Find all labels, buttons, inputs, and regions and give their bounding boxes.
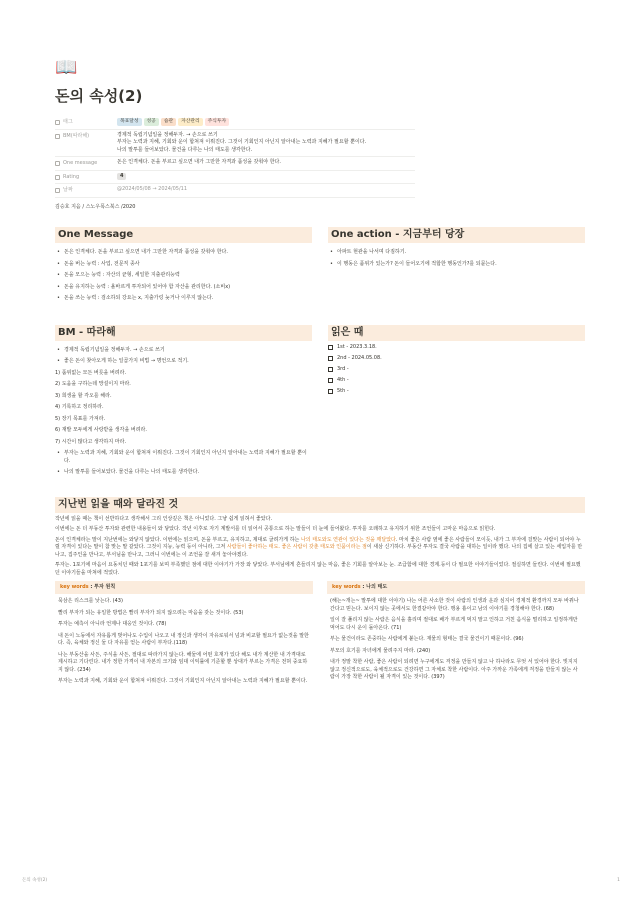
bm-list-top <box>55 347 312 366</box>
list-item: • 경제적 독립기념일을 정해두자. → 손으로 쓰기 <box>55 347 312 355</box>
list-item: 2) 도움을 구하는데 망설이지 마라. <box>55 381 131 387</box>
highlight: 사람들이 좋아하는 태도. 좋은 사람이 갖춘 태도와 인품이라는 점 <box>226 544 367 550</box>
section-heading: 읽은 때 <box>328 325 585 341</box>
page-number: 1 <box>617 878 620 883</box>
list-item: 6) 재발 모두에게 사랑받을 생각을 버려라. <box>55 427 147 433</box>
list-item: 7) 시간이 많다고 생각하지 마라. <box>55 438 127 445</box>
checkbox[interactable] <box>328 367 333 372</box>
paragraph: 작년에 읽을 때는 책이 선반하다고 생각해서 그리 인상깊은 책은 아니었다. 그냥 쉽게 읽혀서 좋았다. <box>55 515 273 522</box>
property-key: Rating <box>55 173 117 182</box>
list-item: • 나의 말투를 들어보았다. 물건을 다루는 나의 태도를 생각한다. <box>55 469 312 477</box>
list-item: 3) 희생을 할 각오를 해라. <box>55 392 112 399</box>
row-one <box>55 227 585 307</box>
list-item: • 좋은 돈이 찾아오게 하는 일곱가지 비법 → 명언으로 적기. <box>55 358 312 366</box>
section-heading: One action - 지금부터 당장 <box>328 227 585 243</box>
quote: 부자는 노력과 지혜, 기회와 운이 합쳐져 이뤄진다. 그것이 기회인지 아닌지 알아내는 노력과 지혜가 필요할 뿐이다. <box>58 678 308 684</box>
quote: (해는~개는~ 말투에 대한 이야기) 나는 어른 사소한 것이 사람의 인생과 운과 심지어 경제적 환경까지 모두 바꿔나간다고 믿는다. 보이지 않는 곳에서도 한결같아야 한다. 맹용 흉이고 남의 이야기를 경청해야 한다. (68) <box>330 598 579 612</box>
todo-item[interactable]: 2nd - 2024.05.08. <box>328 355 585 363</box>
quote: 나는 부동산을 사든, 주식을 사든, 절대로 따라가지 않는다. 해둘에 어떤 호재가 있다 해도 내가 계산한 내 가격대로 제시하고 기다린다. 내가 정한 가격이 내 자본의 크기와 임대 이익률에 기준할 뿐 상대가 부르는 가격은 전혀 중요하지 않다. (234) <box>58 651 308 673</box>
list-item: • 돈을 모으는 능력 : 자산의 균형, 세일한 지출관리능력 <box>55 272 312 280</box>
property-row-date <box>55 184 415 198</box>
bm-numbered-list <box>55 370 312 447</box>
tags-value[interactable] <box>117 118 415 126</box>
paragraph: 이번에는 돈 더 부동산 투자와 관련한 내용들이 와 닿았다. 작년 이후로 자기 계발서를 더 읽어서 공통으로 하는 말들이 더 눈에 들어왔다. 투자를 오래하고 유지하기 위한 조언들이 고마운 마음으로 읽힌다. <box>55 526 496 532</box>
diff-section <box>55 497 585 578</box>
section-heading: 지난번 읽을 때와 달라진 것 <box>55 497 585 513</box>
checkbox[interactable] <box>328 356 333 361</box>
list-item: • 부자는 노력과 지혜, 기회와 운이 합쳐져 이뤄진다. 그것이 기회인지 아닌지 알아내는 노력과 지혜가 필요할 뿐이다. <box>55 450 312 465</box>
keywords-body <box>55 594 313 694</box>
list-item: • 돈을 버는 능력 : 사업, 전문직 종사 <box>55 261 312 269</box>
quote: 빨리 부자가 되는 유일한 방법은 빨리 부자가 되지 않으려는 마음을 갖는 것이다. (53) <box>58 609 244 616</box>
paragraph: 투자는. 1포기에 마음이 요동치던 때와 1포기를 보며 부족했던 점에 대한 이야기가 가장 와 닿았다. 부서님에게 흔들리지 않는 마음, 좋은 기회를 알아보는 눈. 조급함에 대한 경계.등이 다 필요한 이야기들이었다. 절실하면 들린다. 이번에 필요했던 이야기들을 마쳐에 적었다. <box>55 562 581 576</box>
paragraph: 돈이 인격체라는 말이 지난번에는 와닿지 않았다. 이번에는 읽으며, 돈을 부르고, 유지하고, 제대로 굴려가게 하는 나의 태도와도 연관이 있다는 것을 깨달았다. 마치 좋은 사람 옆에 좋은 사람들이 모이듯, 내가 그 부자에 걸맞는 사람이 되어야 누릴 자격이 있다는 말이 참 맞는 말 같았다. 그것이 지능, 능력 등이 아니라, 그저 사람들이 좋아하는 태도. 좋은 사람이 갖춘 태도와 인품이라는 점이 새삼 신기하다. 부동산 투자도 결국 사람을 대하는 일이라 했다. 나의 집에 살고 있는 세입자를 만나고, 집주인을 만나고, 부서님을 만나고, 그러니 이번에는 이 조언을 잘 새겨 놓아야겠다. <box>55 536 583 558</box>
text-icon <box>55 134 60 139</box>
property-row-rating <box>55 171 415 185</box>
byline: 김승호 지음 / 스노우폭스북스 /2020 <box>55 203 136 210</box>
todo-item[interactable]: 1st - 2023.3.18. <box>328 344 585 352</box>
checkbox[interactable] <box>328 378 333 383</box>
property-row-tags <box>55 116 415 130</box>
page-title: 돈의 속성(2) <box>55 87 143 105</box>
page <box>55 58 585 694</box>
bm-list-bottom <box>55 450 312 477</box>
todo-list <box>328 344 585 396</box>
tag[interactable]: 목표달성 <box>117 118 142 126</box>
one-message-value[interactable]: 돈은 인격체다. 돈을 부르고 싶으면 내가 그만한 자격과 품성을 갖춰야 한다. <box>117 159 281 165</box>
select-icon <box>55 175 60 180</box>
todo-item[interactable]: 5th - <box>328 388 585 396</box>
one-message-list <box>55 249 312 303</box>
one-message-section <box>55 227 312 307</box>
footer-title: 돈의 속성(2) <box>22 878 48 883</box>
list-item: • 아파트 현관을 나서며 다짐하기. <box>328 249 585 257</box>
keywords-left <box>55 581 313 694</box>
quote: 내가 정말 착한 사람, 좋은 사람이 되려면 누구에게도 걱정을 만들지 않고 나 하나라도 무엇 서 있어야 한다. 빚지지 않고 정신적으로도, 육체적으로도 건강하면 그 자체로 착한 사람이다. 아주 가까운 가족에게 걱정을 만들지 않는 사람이 가장 착한 사람이 될 자격이 있는 것이다. (397) <box>330 659 578 680</box>
text-icon <box>55 161 60 166</box>
property-key: BM(따라해) <box>55 132 117 141</box>
property-key: One message <box>55 159 117 168</box>
checkbox[interactable] <box>328 345 333 350</box>
list-icon <box>55 120 60 125</box>
todo-item[interactable]: 3rd - <box>328 366 585 374</box>
list-item: • 돈을 유지하는 능력 : 올바르게 투자되어 있어야 함 자산을 관리한다. (소비x) <box>55 284 312 292</box>
quote: 일이 잘 풀리지 않는 사람은 음식을 흘리며 절대로 배가 부르게 먹지 말고 인하고 거친 음식을 멀리하고 일정하게만 먹어도 다시 운이 돌아온다. (71) <box>330 617 578 631</box>
book-icon: 📖 <box>55 57 78 78</box>
list-item: 4) 기록하고 정리하라. <box>55 404 104 410</box>
read-dates-section <box>328 325 585 481</box>
keywords-right <box>327 581 585 694</box>
section-heading: BM - 따라해 <box>55 325 312 341</box>
tag[interactable]: 주식투자 <box>205 118 230 126</box>
property-key: 태그 <box>55 118 117 127</box>
bm-section <box>55 325 312 481</box>
quote: 부는 물건이라도 존중하는 사람에게 붙는다. 재물의 형태는 결국 물건이기 때문이다. (96) <box>330 636 524 642</box>
row-two <box>55 325 585 481</box>
one-action-section <box>328 227 585 307</box>
page-footer <box>22 878 620 885</box>
property-key: 날짜 <box>55 186 117 195</box>
quote: 부모의 호기를 자녀에게 물려주지 마라. (240) <box>330 647 431 654</box>
property-row-bm <box>55 130 415 158</box>
section-heading: One Message <box>55 227 312 243</box>
keywords-header: key words : 투자 원칙 <box>55 581 313 594</box>
rating-badge: 4 <box>117 173 126 181</box>
keywords-header: key words : 나의 태도 <box>327 581 585 594</box>
one-action-list <box>328 249 585 268</box>
property-row-one-message <box>55 157 415 171</box>
quote: 묵삼은 리스크를 낮는다. (43) <box>58 598 123 604</box>
keywords-row <box>55 581 585 694</box>
list-item: 1) 품위없는 모든 버릇을 버려라. <box>55 369 127 376</box>
tag[interactable]: 습관 <box>161 118 176 126</box>
quote: 내 돈이 노동에서 자유롭게 벗어나도 수입이 나오고 내 정신과 생각이 자유로워서 넘과 비교할 필요가 없는것을 말한다. 즉, 육체와 정신 둘 다 자유를 얻는 사람이 부자다.(118) <box>58 632 309 646</box>
tag[interactable]: 성공 <box>144 118 159 126</box>
quote: 투자는 예측이 아니라 언제나 대응인 것이다. (78) <box>58 621 167 627</box>
list-item: • 돈은 인격체다. 돈을 부르고 싶으면 내가 그만한 자격과 품성을 갖춰야 한다. <box>55 249 312 257</box>
highlight: 나의 태도와도 연관이 있다는 것을 깨달았다 <box>300 536 396 543</box>
list-item: 5) 장기 목표를 가져라. <box>55 415 106 422</box>
calendar-icon <box>55 188 60 193</box>
todo-item[interactable]: 4th - <box>328 377 585 385</box>
bm-value[interactable]: 경제적 독립기념일을 정해두자. → 손으로 쓰기 부자는 노력과 지혜, 기회와 운이 합쳐져 이뤄진다. 그것이 기회인지 아닌지 알아내는 노력과 지혜가 필요할 뿐이다. 나의 말투를 들어보았다. 물건을 다루는 나의 태도를 생각한다. <box>117 131 367 153</box>
checkbox[interactable] <box>328 389 333 394</box>
list-item: • 돈을 쓰는 능력 : 검소하되 강요는 x, 지출가링 늦거나 이루지 않는다. <box>55 295 312 303</box>
keywords-body <box>327 594 585 690</box>
properties-table <box>55 116 415 198</box>
list-item: • 이 행동은 품위가 있는가? 돈이 들어오기에 적합한 행동인가?를 되묻는다. <box>328 261 585 269</box>
rating-value[interactable] <box>117 173 415 181</box>
tag[interactable]: 자산관리 <box>178 118 203 126</box>
date-value[interactable]: @2024/05/08 → 2024/05/11 <box>117 186 188 192</box>
